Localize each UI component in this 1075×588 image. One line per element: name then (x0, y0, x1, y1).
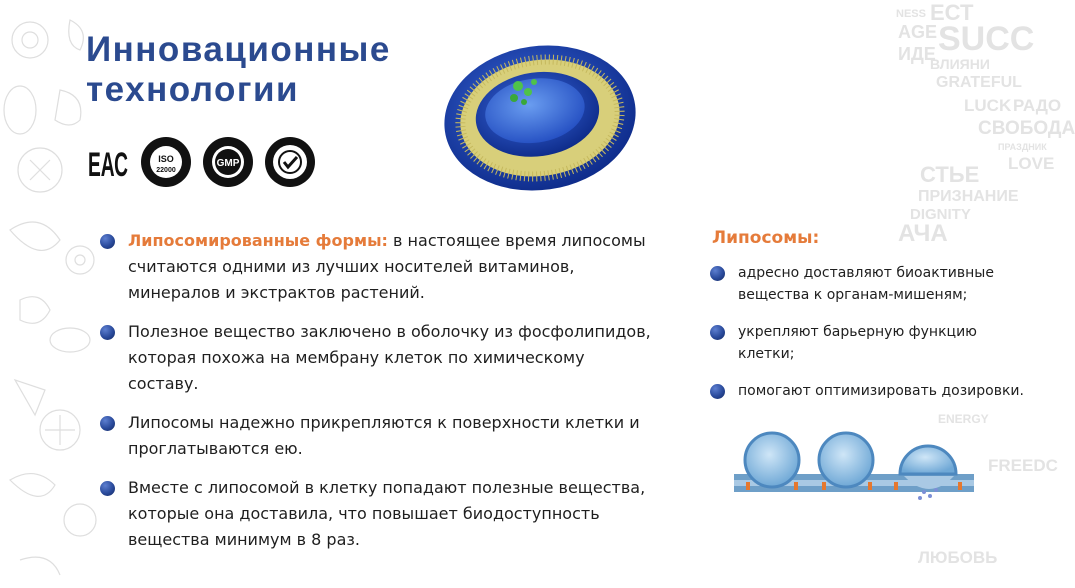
benefit-text: Липосомы надежно прикрепляются к поверхности клетки и проглатываются ею. (128, 413, 640, 458)
liposome-item-text: адресно доставляют биоактивные вещества к органам-мишеням; (738, 265, 994, 303)
benefit-text: Полезное вещество заключено в оболочку из фосфолипидов, которая похожа на мембрану клеток по химическому составу. (128, 322, 651, 393)
svg-text:ISO: ISO (158, 154, 174, 164)
benefit-item (100, 319, 660, 397)
bullet-dot-icon (710, 325, 725, 340)
liposome-illustration (440, 36, 640, 196)
bullet-dot-icon (710, 384, 725, 399)
bg-word: ИДЕ (898, 44, 936, 64)
bg-word: ПРАЗДНИК (998, 142, 1047, 152)
gmp-text: GMP (216, 158, 240, 169)
liposome-item-text: помогают оптимизировать дозировки. (738, 383, 1024, 399)
bg-word: СТЬЕ (920, 162, 980, 187)
liposomes-list (710, 262, 1030, 417)
benefit-text: Вместе с липосомой в клетку попадают полезные вещества, которые она доставила, что повышает биодоступность вещества минимум в 8 раз. (128, 478, 646, 549)
gmp-badge-icon (202, 136, 254, 188)
title-line-1: Инновационные (86, 30, 391, 69)
title-line-2: технологии (86, 70, 300, 109)
bullet-dot-icon (100, 481, 115, 496)
bullet-dot-icon (100, 416, 115, 431)
bg-word: GRATEFUL (936, 74, 1022, 91)
benefit-item (100, 410, 660, 462)
bg-word: AGE (898, 22, 938, 42)
benefits-list (100, 228, 660, 566)
bg-word: ЕСТ (930, 0, 974, 25)
bg-word: DIGNITY (910, 206, 971, 223)
bg-word: FREEDC (988, 456, 1058, 475)
bg-word: АЧА (898, 220, 948, 247)
liposomes-heading: Липосомы: (712, 228, 820, 248)
eac-text: ЕАС (88, 146, 128, 184)
bg-word: ПРИЗНАНИЕ (918, 188, 1019, 205)
liposome-item (710, 321, 1030, 365)
bg-word: LUCK (964, 96, 1012, 115)
bg-word: LOVE (1008, 154, 1055, 173)
bullet-dot-icon (100, 325, 115, 340)
svg-text:22000: 22000 (156, 167, 176, 174)
page-title (86, 30, 391, 110)
bg-word: ЛЮБОВЬ (918, 548, 998, 567)
bg-word: SUCC (938, 20, 1035, 58)
bg-word: ВЛИЯНИ (930, 56, 990, 72)
bg-word: ENERGY (938, 412, 989, 426)
bullet-dot-icon (710, 266, 725, 281)
benefit-item (100, 475, 660, 553)
bullet-dot-icon (100, 234, 115, 249)
certification-badges (86, 136, 316, 188)
bg-word: СВОБОДА (978, 118, 1075, 139)
benefit-highlight: Липосомированные формы: (128, 231, 388, 250)
liposome-cell-fusion-illustration (734, 430, 974, 506)
benefit-text: в настоящее время липосомы считаются одними из лучших носителей витаминов, минералов и экстрактов растений. (128, 231, 646, 302)
non-gmo-badge-icon (264, 136, 316, 188)
liposome-item (710, 380, 1030, 402)
liposome-item (710, 262, 1030, 306)
liposome-item-text: укрепляют барьерную функцию клетки; (738, 324, 977, 362)
benefit-item (100, 228, 660, 306)
eac-mark-icon (86, 140, 130, 184)
bg-word: РАДО (1013, 96, 1062, 115)
iso-22000-badge-icon (140, 136, 192, 188)
bg-word: NESS (896, 8, 926, 20)
